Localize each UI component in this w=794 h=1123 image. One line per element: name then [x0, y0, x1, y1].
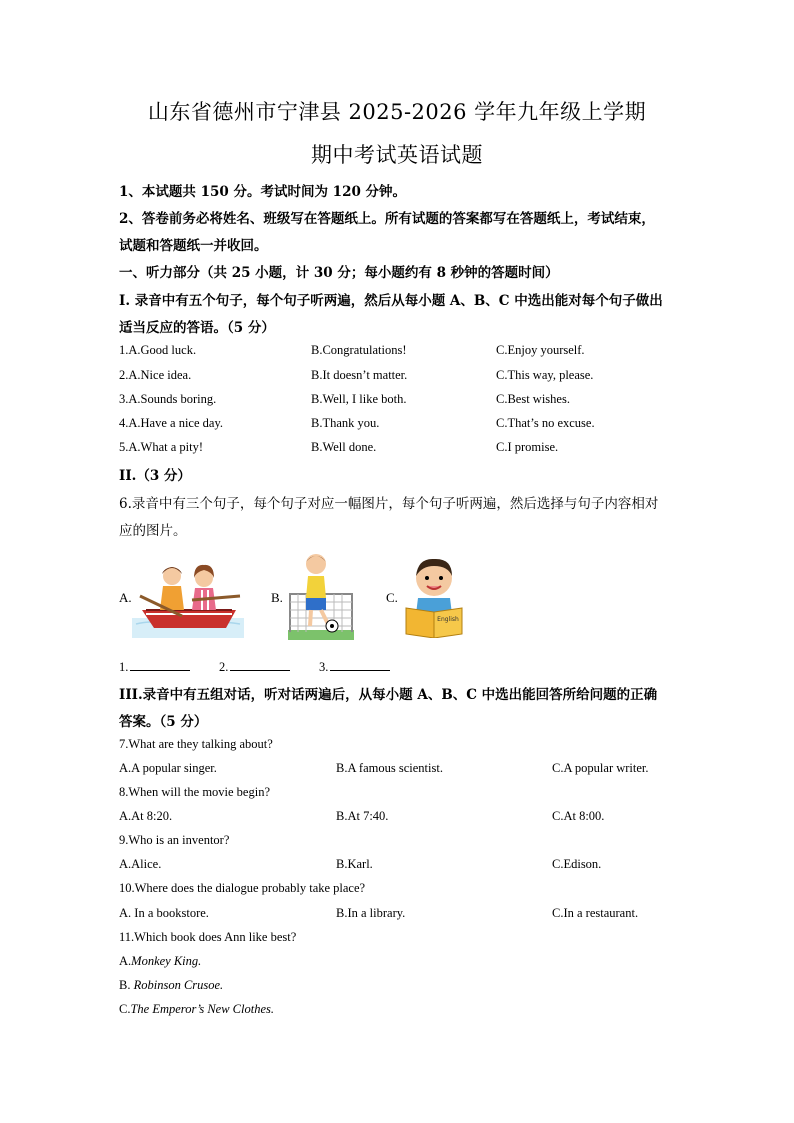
q1-option-b: B.Congratulations!: [311, 343, 407, 357]
q8-question: 8.When will the movie begin?: [119, 785, 271, 799]
exam-title: 山东省德州市宁津县 2025-2026 学年九年级上学期: [147, 100, 647, 124]
q3-option-a: 3.A.Sounds boring.: [119, 392, 217, 406]
answer-blank-2: [219, 658, 290, 675]
answer-blank-3-number: 3.: [319, 660, 329, 674]
q1-option-a: 1.A.Good luck.: [119, 343, 197, 357]
section-1-instruction: I. 录音中有五个句子，每个句子听两遍，然后从每小题 A、B、C 中选出能对每个句子做出: [119, 293, 663, 309]
q11-option-c: [119, 1002, 274, 1017]
q11-option-b: [119, 978, 223, 993]
picture-b-label: B.: [271, 590, 283, 605]
q11-option-a: [119, 954, 201, 969]
section-3-instruction: III.录音中有五组对话，听对话两遍后，从每小题 A、B、C 中选出能回答所给问题的正确: [119, 687, 658, 703]
q10-option-b: B.In a library.: [336, 906, 406, 920]
q9-question: 9.Who is an inventor?: [119, 833, 230, 847]
q11-option-b-title: Robinson Crusoe.: [133, 978, 224, 992]
q2-option-c: C.This way, please.: [496, 368, 594, 382]
boy-playing-soccer-image: [286, 550, 356, 640]
q3-option-b: B.Well, I like both.: [311, 392, 407, 406]
q4-option-b: B.Thank you.: [311, 416, 380, 430]
q9-option-a: A.Alice.: [119, 857, 162, 871]
q4-option-a: 4.A.Have a nice day.: [119, 416, 224, 430]
q8-option-b: B.At 7:40.: [336, 809, 389, 823]
section-2-heading: II.（3 分）: [119, 468, 191, 484]
q4-option-c: C.That’s no excuse.: [496, 416, 595, 430]
section-2-instruction: 6.录音中有三个句子，每个句子对应一幅图片，每个句子听两遍，然后选择与句子内容相对: [119, 496, 659, 512]
boy-reading-book-image: [402, 554, 466, 638]
q8-option-a: A.At 8:20.: [119, 809, 173, 823]
answer-blank-2-number: 2.: [219, 660, 229, 674]
q7-question: 7.What are they talking about?: [119, 737, 273, 751]
section-1-instruction-cont: 适当反应的答语。（5 分）: [119, 320, 275, 336]
picture-a-label: A.: [119, 590, 132, 605]
q5-option-c: C.I promise.: [496, 440, 559, 454]
q7-option-a: A.A popular singer.: [119, 761, 217, 775]
kids-rowing-boat-image: [132, 556, 244, 638]
q2-option-a: 2.A.Nice idea.: [119, 368, 192, 382]
answer-blank-1-number: 1.: [119, 660, 129, 674]
q10-question: 10.Where does the dialogue probably take place?: [119, 881, 366, 895]
book-cover-text: English: [437, 616, 459, 623]
picture-c-label: C.: [386, 590, 398, 605]
q9-option-b: B.Karl.: [336, 857, 373, 871]
q11-option-a-letter: A.: [119, 954, 132, 968]
q7-option-b: B.A famous scientist.: [336, 761, 443, 775]
q11-question: 11.Which book does Ann like best?: [119, 930, 297, 944]
q10-option-a: A. In a bookstore.: [119, 906, 209, 920]
q5-option-a: 5.A.What a pity!: [119, 440, 204, 454]
q5-option-b: B.Well done.: [311, 440, 377, 454]
answer-blank-3: [319, 658, 390, 675]
q3-option-c: C.Best wishes.: [496, 392, 570, 406]
q1-option-c: C.Enjoy yourself.: [496, 343, 585, 357]
q2-option-b: B.It doesn’t matter.: [311, 368, 408, 382]
q7-option-c: C.A popular writer.: [552, 761, 649, 775]
q8-option-c: C.At 8:00.: [552, 809, 605, 823]
instruction-2: 2、答卷前务必将姓名、班级写在答题纸上。所有试题的答案都写在答题纸上，考试结束，: [119, 211, 655, 227]
q11-option-b-letter: B.: [119, 978, 134, 992]
instruction-1: 1、本试题共 150 分。考试时间为 120 分钟。: [119, 184, 407, 200]
q11-option-c-letter: C.: [119, 1002, 131, 1016]
listening-heading: 一、听力部分（共 25 小题，计 30 分；每小题约有 8 秒钟的答题时间）: [119, 265, 559, 281]
q11-option-c-title: The Emperor’s New Clothes.: [130, 1002, 274, 1016]
q9-option-c: C.Edison.: [552, 857, 602, 871]
instruction-2-cont: 试题和答题纸一并收回。: [119, 238, 268, 254]
answer-blank-1: [119, 658, 190, 675]
exam-subtitle: 期中考试英语试题: [311, 143, 483, 167]
q10-option-c: C.In a restaurant.: [552, 906, 639, 920]
q11-option-a-title: Monkey King.: [131, 954, 202, 968]
section-3-instruction-cont: 答案。（5 分）: [119, 714, 208, 730]
section-2-instruction-cont: 应的图片。: [119, 523, 187, 539]
